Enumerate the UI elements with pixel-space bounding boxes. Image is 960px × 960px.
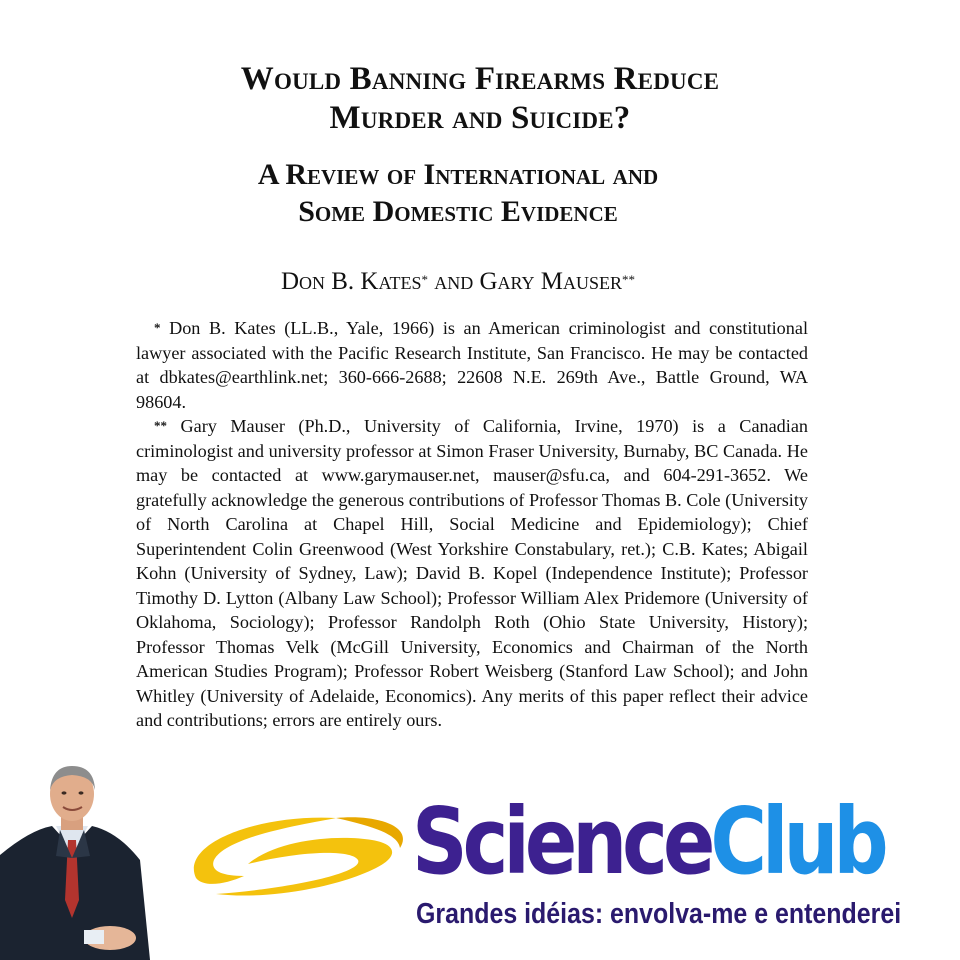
author-footnotes: [136, 316, 808, 733]
subtitle-line-1: A Review of International and: [257, 158, 659, 191]
author-kates: Don B. Kates: [280, 268, 422, 295]
presenter-photo: [0, 760, 158, 960]
title-line-1: Would Banning Firearms Reduce: [240, 61, 720, 97]
brand-tagline: Grandes idéias: envolva-me e entenderei: [416, 898, 902, 930]
title-line-2: Murder and Suicide?: [329, 100, 631, 136]
author-mauser-marker: **: [622, 272, 636, 287]
footnote-kates-marker: *: [154, 320, 161, 335]
science-club-wordmark: [412, 782, 884, 902]
science-club-swoosh-icon: [186, 804, 418, 900]
footnote-mauser: [136, 414, 808, 733]
branding-footer: [0, 760, 960, 960]
footnote-mauser-text: Gary Mauser (Ph.D., University of California, Irvine, 1970) is a Canadian criminologist and university professor at Simon Fraser University, Burnaby, BC Canada. He may be contacted at www.garymauser.net, mauser@sfu.ca, and 604-291-3652. We gratefully acknowledge the generous contributions of Professor Thomas B. Cole (University of North Carolina at Chapel Hill, Social Medicine and Epidemiology); Chief Superintendent Colin Greenwood (West Yorkshire Constabulary, ret.); C.B. Kates; Abigail Kohn (University of Sydney, Law); David B. Kopel (Independence Institute); Professor Timothy D. Lytton (Albany Law School); Professor William Alex Pridemore (University of Oklahoma, Sociology); Professor Randolph Roth (Ohio State University, History); Professor Thomas Velk (McGill University, Economics and Chairman of the North American Studies Program); Professor Robert Weisberg (Stanford Law School); and John Whitley (University of Adelaide, Economics). Any merits of this paper reflect their advice and contributions; errors are entirely ours.: [136, 416, 808, 730]
author-mauser: Gary Mauser: [479, 268, 623, 295]
author-kates-marker: *: [421, 272, 428, 287]
footnote-kates-text: Don B. Kates (LL.B., Yale, 1966) is an American criminologist and constitutional lawyer associated with the Pacific Research Institute, San Francisco. He may be contacted at dbkates@earthlink.net; 360-666-2688; 22608 N.E. 269th Ave., Battle Ground, WA 98604.: [136, 318, 808, 412]
brand-name-part1: Science: [412, 788, 711, 895]
footnote-kates: [136, 316, 808, 414]
subtitle-line-2: Some Domestic Evidence: [298, 195, 618, 228]
footnote-mauser-marker: **: [154, 418, 167, 433]
authors-connector: and: [427, 268, 480, 295]
brand-name-part2: Club: [710, 788, 884, 895]
authors-line: [0, 266, 916, 298]
